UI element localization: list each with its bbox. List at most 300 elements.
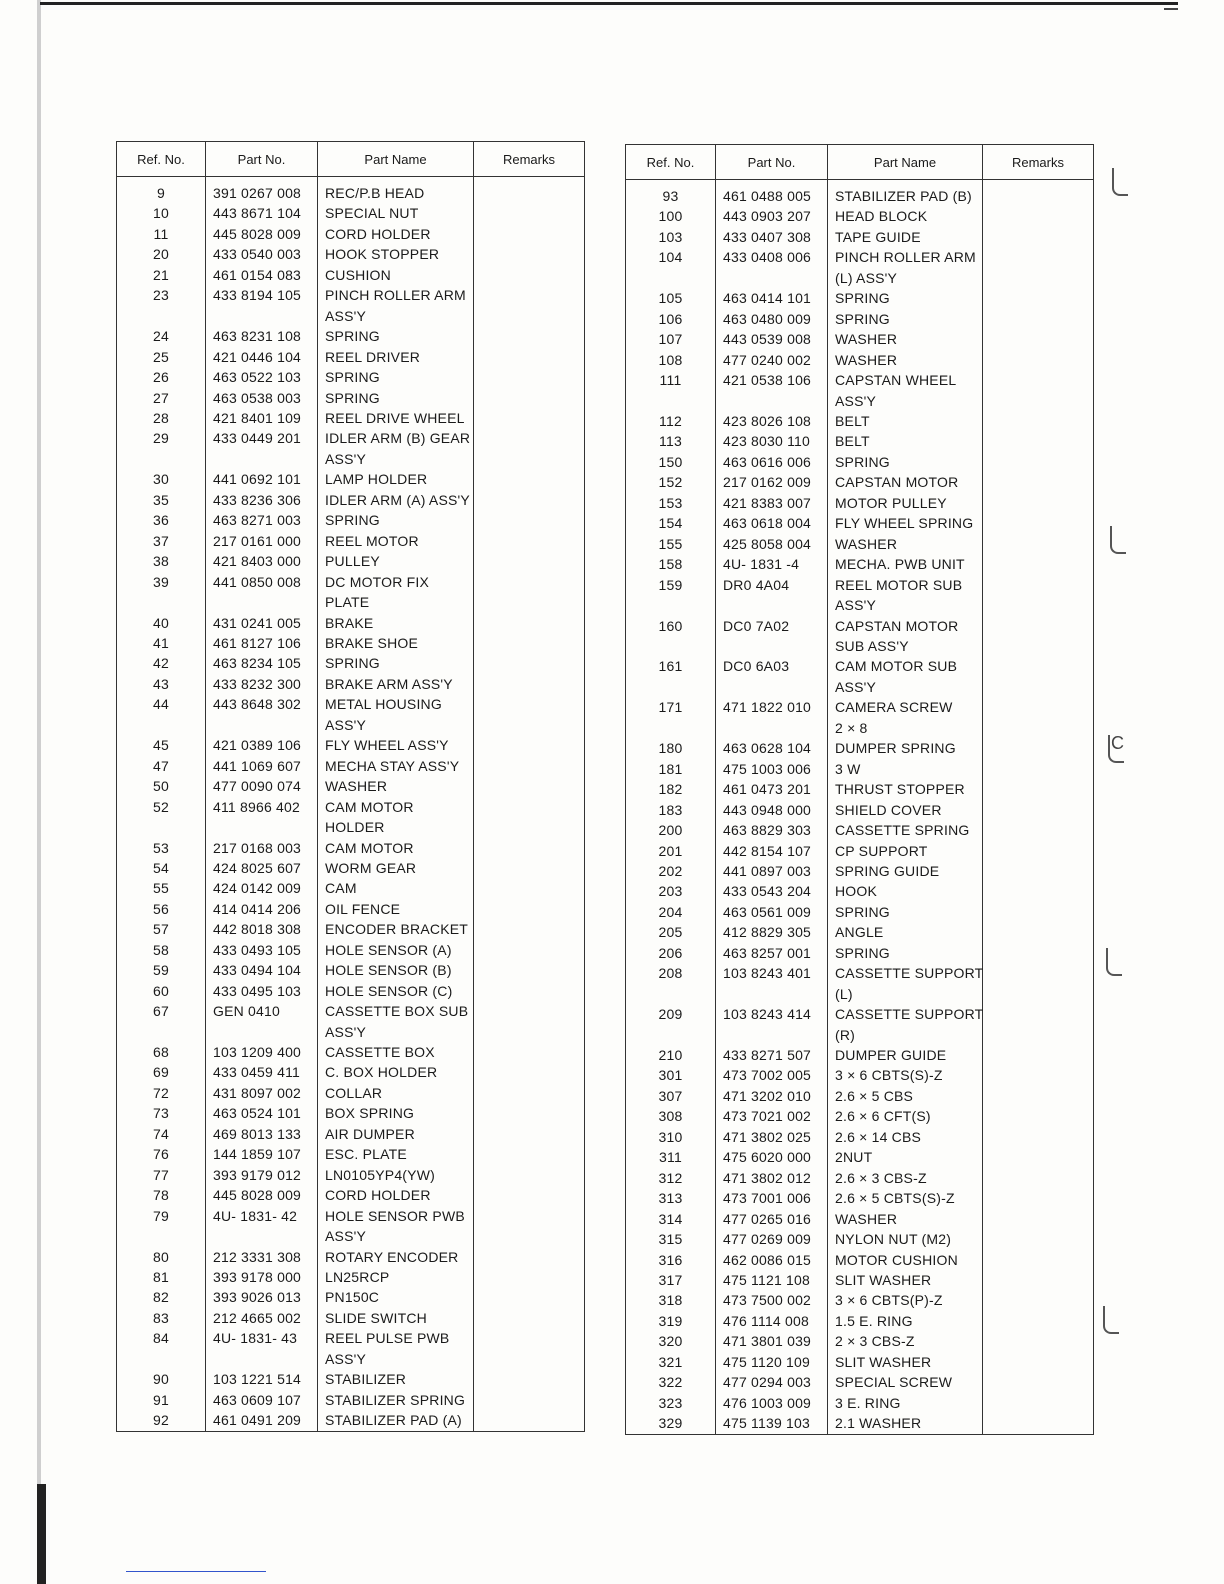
table-row	[626, 1168, 1094, 1188]
part-no-cell: 475 1139 103	[716, 1413, 828, 1434]
table-row	[626, 841, 1094, 861]
ref-no-cell: 68	[117, 1042, 206, 1062]
part-name-cell: 2.6 × 6 CFT(S)	[828, 1106, 983, 1126]
part-no-cell: 463 0480 009	[716, 309, 828, 329]
part-name-cell: PN150C	[318, 1287, 474, 1307]
ref-no-cell: 56	[117, 899, 206, 919]
part-no-cell: 217 0161 000	[206, 531, 318, 551]
remarks-cell	[474, 1349, 585, 1369]
ref-no-cell: 24	[117, 326, 206, 346]
part-no-cell: 423 8026 108	[716, 411, 828, 431]
table-row	[626, 820, 1094, 840]
table-row	[117, 1267, 585, 1287]
remarks-cell	[474, 653, 585, 673]
ref-no-cell: 158	[626, 554, 716, 574]
part-name-cell: HOLE SENSOR (B)	[318, 960, 474, 980]
part-no-cell: 425 8058 004	[716, 534, 828, 554]
part-no-cell: 393 9179 012	[206, 1165, 318, 1185]
remarks-cell	[983, 963, 1094, 983]
table-row	[117, 694, 585, 714]
remarks-cell	[474, 510, 585, 530]
part-name-cell: ASS'Y	[318, 1349, 474, 1369]
part-no-cell: DC0 7A02	[716, 616, 828, 636]
part-no-cell: 433 0449 201	[206, 428, 318, 448]
ref-no-cell	[626, 595, 716, 615]
ref-no-cell: 154	[626, 513, 716, 533]
part-no-cell: 477 0240 002	[716, 350, 828, 370]
remarks-cell	[474, 1062, 585, 1082]
ref-no-cell: 50	[117, 776, 206, 796]
remarks-cell	[983, 391, 1094, 411]
part-name-cell: STABILIZER PAD (A)	[318, 1410, 474, 1431]
remarks-cell	[983, 1086, 1094, 1106]
part-no-cell: 217 0162 009	[716, 472, 828, 492]
table-row	[117, 735, 585, 755]
ref-no-cell: 322	[626, 1372, 716, 1392]
part-name-cell: REEL DRIVER	[318, 347, 474, 367]
ref-no-cell: 55	[117, 878, 206, 898]
table-row	[626, 180, 1094, 207]
part-name-cell: ASS'Y	[318, 306, 474, 326]
ref-no-cell: 81	[117, 1267, 206, 1287]
table-row	[117, 244, 585, 264]
part-no-cell: 212 3331 308	[206, 1247, 318, 1267]
ref-no-cell: 329	[626, 1413, 716, 1434]
ref-no-cell: 76	[117, 1144, 206, 1164]
part-name-cell: REC/P.B HEAD	[318, 177, 474, 204]
part-name-cell: MECHA. PWB UNIT	[828, 554, 983, 574]
part-no-cell: 473 7001 006	[716, 1188, 828, 1208]
remarks-cell	[983, 493, 1094, 513]
part-name-cell: 2.6 × 3 CBS-Z	[828, 1168, 983, 1188]
ref-no-cell: 210	[626, 1045, 716, 1065]
part-no-cell: 463 0522 103	[206, 367, 318, 387]
table-row	[626, 493, 1094, 513]
part-no-cell: 217 0168 003	[206, 838, 318, 858]
table-row	[626, 1106, 1094, 1126]
remarks-cell	[983, 1147, 1094, 1167]
remarks-cell	[983, 1250, 1094, 1270]
remarks-cell	[983, 1352, 1094, 1372]
part-name-cell: 3 E. RING	[828, 1393, 983, 1413]
part-name-cell: ASS'Y	[828, 391, 983, 411]
table-row	[117, 1103, 585, 1123]
header-row	[626, 145, 1094, 180]
part-name-cell: SPRING	[318, 326, 474, 346]
ref-no-cell: 67	[117, 1001, 206, 1021]
part-no-cell	[716, 595, 828, 615]
part-no-cell: 421 8401 109	[206, 408, 318, 428]
remarks-cell	[474, 551, 585, 571]
part-name-cell: 2 × 8	[828, 718, 983, 738]
ref-no-cell: 28	[117, 408, 206, 428]
part-no-cell: 443 0903 207	[716, 206, 828, 226]
part-no-cell: 463 0616 006	[716, 452, 828, 472]
table-row	[117, 1124, 585, 1144]
ref-no-cell: 321	[626, 1352, 716, 1372]
ref-no-cell: 301	[626, 1065, 716, 1085]
part-name-cell: LN0105YP4(YW)	[318, 1165, 474, 1185]
ref-no-cell: 35	[117, 490, 206, 510]
part-name-cell: OIL FENCE	[318, 899, 474, 919]
ref-no-cell: 74	[117, 1124, 206, 1144]
ref-no-cell: 201	[626, 841, 716, 861]
part-name-cell: ASS'Y	[318, 715, 474, 735]
table-row	[626, 922, 1094, 942]
part-name-cell: 2.6 × 5 CBS	[828, 1086, 983, 1106]
remarks-cell	[474, 1083, 585, 1103]
ref-no-cell: 93	[626, 180, 716, 207]
part-no-cell: 442 8154 107	[716, 841, 828, 861]
part-name-cell: REEL MOTOR SUB	[828, 575, 983, 595]
part-name-cell: FLY WHEEL ASS'Y	[318, 735, 474, 755]
remarks-cell	[983, 902, 1094, 922]
remarks-cell	[983, 820, 1094, 840]
table-row	[117, 1410, 585, 1431]
remarks-cell	[474, 449, 585, 469]
part-no-cell: 442 8018 308	[206, 919, 318, 939]
part-name-cell: HOLE SENSOR PWB	[318, 1206, 474, 1226]
ref-no-cell: 23	[117, 285, 206, 305]
table-row	[117, 572, 585, 592]
table-row	[117, 817, 585, 837]
remarks-cell	[474, 572, 585, 592]
table-row	[626, 1209, 1094, 1229]
remarks-cell	[474, 408, 585, 428]
part-no-cell: 461 0488 005	[716, 180, 828, 207]
remarks-cell	[983, 943, 1094, 963]
ref-no-cell: 314	[626, 1209, 716, 1229]
ref-no-cell: 183	[626, 800, 716, 820]
ref-no-cell: 208	[626, 963, 716, 983]
ref-no-cell: 41	[117, 633, 206, 653]
remarks-cell	[474, 633, 585, 653]
margin-hole-mark	[1106, 948, 1122, 976]
part-name-cell: CASSETTE SUPPORT	[828, 963, 983, 983]
part-no-cell	[716, 1025, 828, 1045]
remarks-cell	[474, 306, 585, 326]
col-header-part-no: Part No.	[206, 142, 318, 177]
part-name-cell: SPRING	[828, 288, 983, 308]
part-no-cell: 443 8671 104	[206, 203, 318, 223]
ref-no-cell: 54	[117, 858, 206, 878]
remarks-cell	[983, 1106, 1094, 1126]
part-no-cell: 475 1121 108	[716, 1270, 828, 1290]
part-name-cell: HOLDER	[318, 817, 474, 837]
part-name-cell: SPRING	[318, 367, 474, 387]
remarks-cell	[983, 1311, 1094, 1331]
part-no-cell: DR0 4A04	[716, 575, 828, 595]
remarks-cell	[474, 531, 585, 551]
ref-no-cell: 36	[117, 510, 206, 530]
bottom-underline	[126, 1571, 266, 1572]
part-name-cell: 2.6 × 14 CBS	[828, 1127, 983, 1147]
part-no-cell: 471 1822 010	[716, 697, 828, 717]
part-no-cell: 433 0493 105	[206, 940, 318, 960]
remarks-cell	[983, 1065, 1094, 1085]
remarks-cell	[474, 899, 585, 919]
part-name-cell: ASS'Y	[828, 677, 983, 697]
ref-no-cell: 311	[626, 1147, 716, 1167]
table-row	[626, 247, 1094, 267]
part-name-cell: BELT	[828, 431, 983, 451]
part-name-cell: CAM MOTOR	[318, 797, 474, 817]
part-no-cell: 103 1209 400	[206, 1042, 318, 1062]
part-no-cell: 463 0628 104	[716, 738, 828, 758]
ref-no-cell	[117, 1349, 206, 1369]
part-name-cell: SPRING	[828, 452, 983, 472]
part-name-cell: STABILIZER	[318, 1369, 474, 1389]
remarks-cell	[983, 922, 1094, 942]
remarks-cell	[474, 1165, 585, 1185]
part-no-cell: 473 7500 002	[716, 1290, 828, 1310]
part-no-cell: 433 8236 306	[206, 490, 318, 510]
ref-no-cell: 209	[626, 1004, 716, 1024]
table-row	[117, 1062, 585, 1082]
remarks-cell	[983, 1127, 1094, 1147]
remarks-cell	[983, 984, 1094, 1004]
ref-no-cell: 307	[626, 1086, 716, 1106]
table-row	[626, 227, 1094, 247]
remarks-cell	[474, 613, 585, 633]
ref-no-cell: 45	[117, 735, 206, 755]
part-name-cell: ASS'Y	[318, 449, 474, 469]
table-row	[117, 1287, 585, 1307]
table-row	[117, 633, 585, 653]
part-name-cell: LAMP HOLDER	[318, 469, 474, 489]
remarks-cell	[474, 797, 585, 817]
part-no-cell: 441 0897 003	[716, 861, 828, 881]
ref-no-cell: 92	[117, 1410, 206, 1431]
part-no-cell	[716, 391, 828, 411]
ref-no-cell: 38	[117, 551, 206, 571]
remarks-cell	[983, 616, 1094, 636]
part-no-cell: 144 1859 107	[206, 1144, 318, 1164]
part-name-cell: AIR DUMPER	[318, 1124, 474, 1144]
part-name-cell: BRAKE ARM ASS'Y	[318, 674, 474, 694]
part-no-cell: 421 0538 106	[716, 370, 828, 390]
ref-no-cell: 202	[626, 861, 716, 881]
remarks-cell	[474, 367, 585, 387]
remarks-cell	[474, 940, 585, 960]
ref-no-cell: 318	[626, 1290, 716, 1310]
remarks-cell	[983, 1393, 1094, 1413]
part-no-cell: 461 0473 201	[716, 779, 828, 799]
ref-no-cell: 10	[117, 203, 206, 223]
part-name-cell: BOX SPRING	[318, 1103, 474, 1123]
part-no-cell: 393 9026 013	[206, 1287, 318, 1307]
table-row	[626, 1025, 1094, 1045]
table-row	[626, 1086, 1094, 1106]
part-no-cell: 423 8030 110	[716, 431, 828, 451]
part-name-cell: SPRING	[828, 943, 983, 963]
remarks-cell	[983, 575, 1094, 595]
remarks-cell	[474, 858, 585, 878]
part-no-cell: 103 8243 401	[716, 963, 828, 983]
remarks-cell	[474, 1369, 585, 1389]
remarks-cell	[983, 1045, 1094, 1065]
remarks-cell	[474, 1308, 585, 1328]
table-row	[117, 177, 585, 204]
part-name-cell: DC MOTOR FIX	[318, 572, 474, 592]
table-row	[626, 350, 1094, 370]
remarks-cell	[474, 674, 585, 694]
part-no-cell: 463 8234 105	[206, 653, 318, 673]
remarks-cell	[983, 841, 1094, 861]
remarks-cell	[474, 960, 585, 980]
part-name-cell: STABILIZER SPRING	[318, 1390, 474, 1410]
remarks-cell	[474, 1390, 585, 1410]
ref-no-cell: 69	[117, 1062, 206, 1082]
ref-no-cell: 308	[626, 1106, 716, 1126]
part-name-cell: CAPSTAN MOTOR	[828, 472, 983, 492]
part-name-cell: 2.6 × 5 CBTS(S)-Z	[828, 1188, 983, 1208]
table-row	[117, 674, 585, 694]
remarks-cell	[983, 697, 1094, 717]
part-name-cell: CAPSTAN WHEEL	[828, 370, 983, 390]
part-name-cell: CASSETTE SPRING	[828, 820, 983, 840]
part-name-cell: WASHER	[828, 329, 983, 349]
ref-no-cell: 205	[626, 922, 716, 942]
part-name-cell: BRAKE	[318, 613, 474, 633]
table-row	[117, 592, 585, 612]
table-row	[626, 656, 1094, 676]
part-name-cell: HEAD BLOCK	[828, 206, 983, 226]
part-no-cell: 421 8383 007	[716, 493, 828, 513]
remarks-cell	[983, 595, 1094, 615]
part-no-cell: 433 0459 411	[206, 1062, 318, 1082]
table-row	[626, 718, 1094, 738]
part-name-cell: MECHA STAY ASS'Y	[318, 756, 474, 776]
part-name-cell: ASS'Y	[318, 1226, 474, 1246]
part-no-cell: 473 7002 005	[716, 1065, 828, 1085]
remarks-cell	[474, 1001, 585, 1021]
table-row	[117, 1206, 585, 1226]
remarks-cell	[474, 388, 585, 408]
table-row	[626, 881, 1094, 901]
ref-no-cell: 78	[117, 1185, 206, 1205]
remarks-cell	[983, 800, 1094, 820]
part-no-cell: 461 0154 083	[206, 265, 318, 285]
table-row	[626, 411, 1094, 431]
table-row	[626, 636, 1094, 656]
ref-no-cell: 204	[626, 902, 716, 922]
part-no-cell: 475 1003 006	[716, 759, 828, 779]
remarks-cell	[983, 268, 1094, 288]
ref-no-cell	[117, 449, 206, 469]
remarks-cell	[983, 1372, 1094, 1392]
ref-no-cell: 9	[117, 177, 206, 204]
table-row	[626, 861, 1094, 881]
table-row	[626, 513, 1094, 533]
part-name-cell: PINCH ROLLER ARM	[828, 247, 983, 267]
remarks-cell	[983, 779, 1094, 799]
ref-no-cell: 317	[626, 1270, 716, 1290]
part-name-cell: NYLON NUT (M2)	[828, 1229, 983, 1249]
part-no-cell: 471 3801 039	[716, 1331, 828, 1351]
remarks-cell	[983, 1290, 1094, 1310]
part-name-cell: FLY WHEEL SPRING	[828, 513, 983, 533]
table-row	[117, 1390, 585, 1410]
ref-no-cell: 200	[626, 820, 716, 840]
table-row	[626, 1229, 1094, 1249]
part-name-cell: IDLER ARM (B) GEAR	[318, 428, 474, 448]
ref-no-cell: 315	[626, 1229, 716, 1249]
table-row	[626, 534, 1094, 554]
margin-hole-mark	[1103, 1306, 1119, 1334]
part-no-cell: 463 0524 101	[206, 1103, 318, 1123]
remarks-cell	[474, 776, 585, 796]
part-no-cell: 443 0948 000	[716, 800, 828, 820]
remarks-cell	[474, 490, 585, 510]
col-header-part-name: Part Name	[318, 142, 474, 177]
remarks-cell	[474, 326, 585, 346]
part-no-cell: 433 8194 105	[206, 285, 318, 305]
ref-no-cell: 60	[117, 981, 206, 1001]
part-no-cell	[716, 718, 828, 738]
part-no-cell: 4U- 1831- 43	[206, 1328, 318, 1348]
part-name-cell: SPECIAL NUT	[318, 203, 474, 223]
ref-no-cell: 79	[117, 1206, 206, 1226]
part-name-cell: 2NUT	[828, 1147, 983, 1167]
remarks-cell	[474, 1328, 585, 1348]
remarks-cell	[983, 1168, 1094, 1188]
table-row	[117, 551, 585, 571]
col-header-ref: Ref. No.	[626, 145, 716, 180]
part-name-cell: ASS'Y	[828, 595, 983, 615]
ref-no-cell: 25	[117, 347, 206, 367]
table-row	[117, 715, 585, 735]
remarks-cell	[983, 861, 1094, 881]
part-no-cell: 463 8829 303	[716, 820, 828, 840]
top-rule	[40, 2, 1178, 5]
part-name-cell: SLIT WASHER	[828, 1352, 983, 1372]
part-name-cell: CASSETTE SUPPORT	[828, 1004, 983, 1024]
table-row	[626, 943, 1094, 963]
ref-no-cell: 182	[626, 779, 716, 799]
ref-no-cell	[626, 718, 716, 738]
ref-no-cell: 203	[626, 881, 716, 901]
table-row	[117, 531, 585, 551]
ref-no-cell: 40	[117, 613, 206, 633]
table-row	[626, 554, 1094, 574]
remarks-cell	[474, 428, 585, 448]
remarks-cell	[474, 203, 585, 223]
part-name-cell: (R)	[828, 1025, 983, 1045]
part-no-cell	[716, 636, 828, 656]
ref-no-cell: 112	[626, 411, 716, 431]
part-name-cell: SLIT WASHER	[828, 1270, 983, 1290]
table-row	[626, 677, 1094, 697]
table-row	[626, 1311, 1094, 1331]
part-name-cell: SPRING	[318, 510, 474, 530]
remarks-cell	[983, 472, 1094, 492]
part-name-cell: WASHER	[828, 1209, 983, 1229]
remarks-cell	[983, 227, 1094, 247]
table-row	[117, 940, 585, 960]
remarks-cell	[474, 878, 585, 898]
table-row	[626, 759, 1094, 779]
part-name-cell: PLATE	[318, 592, 474, 612]
part-no-cell	[716, 984, 828, 1004]
ref-no-cell: 52	[117, 797, 206, 817]
part-name-cell: CAM	[318, 878, 474, 898]
part-no-cell: 441 1069 607	[206, 756, 318, 776]
part-name-cell: WORM GEAR	[318, 858, 474, 878]
part-no-cell: 411 8966 402	[206, 797, 318, 817]
part-no-cell: 103 8243 414	[716, 1004, 828, 1024]
table-row	[626, 1331, 1094, 1351]
